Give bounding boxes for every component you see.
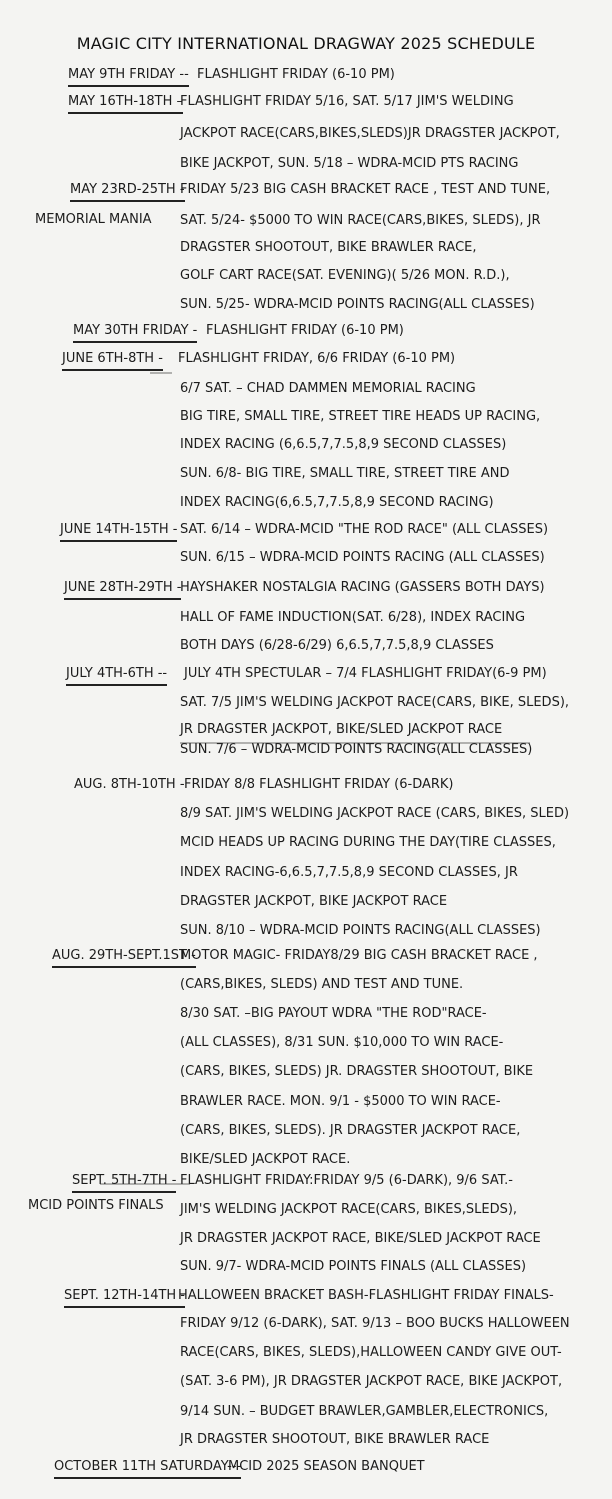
event-subtitle: MEMORIAL MANIA — [35, 212, 152, 227]
event-detail-line: INDEX RACING(6,6.5,7,7.5,8,9 SECOND RACING) — [180, 495, 494, 510]
event-detail-line: JULY 4TH SPECTULAR – 7/4 FLASHLIGHT FRIDAY(6-9 PM) — [184, 666, 547, 681]
event-detail-line: BOTH DAYS (6/28-6/29) 6,6.5,7,7.5,8,9 CLASSES — [180, 638, 494, 653]
event-detail-line: MCID 2025 SEASON BANQUET — [228, 1459, 425, 1474]
event-detail-line: INDEX RACING-6,6.5,7,7.5,8,9 SECOND CLASSES, JR — [180, 865, 518, 880]
event-date-text: AUG. 29TH-SEPT.1ST - — [52, 948, 196, 968]
event-date — [66, 666, 167, 686]
event-date-text: SEPT. 5TH-7TH - — [72, 1173, 176, 1193]
event-detail-line: JR DRAGSTER SHOOTOUT, BIKE BRAWLER RACE — [180, 1432, 490, 1447]
event-date-text: MAY 30TH FRIDAY - — [73, 323, 197, 343]
event-detail-line: (ALL CLASSES), 8/31 SUN. $10,000 TO WIN RACE- — [180, 1035, 504, 1050]
event-detail-line: RACE(CARS, BIKES, SLEDS),HALLOWEEN CANDY GIVE OUT- — [180, 1345, 562, 1360]
event-detail-line: HALLOWEEN BRACKET BASH-FLASHLIGHT FRIDAY FINALS- — [178, 1288, 554, 1303]
event-detail-line: (CARS, BIKES, SLEDS). JR DRAGSTER JACKPOT RACE, — [180, 1123, 521, 1138]
event-detail-line: MCID HEADS UP RACING DURING THE DAY(TIRE CLASSES, — [180, 835, 556, 850]
event-date-text: JUNE 14TH-15TH - — [60, 522, 177, 542]
event-detail-line: SUN. 8/10 – WDRA-MCID POINTS RACING(ALL CLASSES) — [180, 923, 541, 938]
event-date-text: MAY 23RD-25TH - — [70, 182, 185, 202]
event-detail-line: INDEX RACING (6,6.5,7,7.5,8,9 SECOND CLASSES) — [180, 437, 507, 452]
event-detail-line: SAT. 5/24- $5000 TO WIN RACE(CARS,BIKES, SLEDS), JR — [180, 213, 541, 228]
event-detail-line: DRAGSTER JACKPOT, BIKE JACKPOT RACE — [180, 894, 448, 909]
event-detail-line: DRAGSTER SHOOTOUT, BIKE BRAWLER RACE, — [180, 240, 477, 255]
event-detail-line: JR DRAGSTER JACKPOT RACE, BIKE/SLED JACKPOT RACE — [180, 1231, 541, 1246]
event-date — [60, 522, 177, 542]
event-date — [74, 777, 185, 795]
event-detail-line: 9/14 SUN. – BUDGET BRAWLER,GAMBLER,ELECTRONICS, — [180, 1404, 549, 1419]
event-date-text: MAY 9TH FRIDAY -- — [68, 67, 189, 87]
event-date — [68, 67, 189, 87]
event-detail-line: FRIDAY 5/23 BIG CASH BRACKET RACE , TEST AND TUNE, — [180, 182, 551, 197]
event-date — [52, 948, 196, 968]
event-detail-line: BIKE JACKPOT, SUN. 5/18 – WDRA-MCID PTS RACING — [180, 156, 519, 171]
event-date-text: JUNE 28TH-29TH - — [64, 580, 181, 600]
event-date-text: SEPT. 12TH-14TH - — [64, 1288, 185, 1308]
event-detail-line: FLASHLIGHT FRIDAY (6-10 PM) — [206, 323, 404, 338]
event-detail-line: SUN. 6/15 – WDRA-MCID POINTS RACING (ALL CLASSES) — [180, 550, 545, 565]
event-date — [73, 323, 197, 343]
event-detail-line: SAT. 7/5 JIM'S WELDING JACKPOT RACE(CARS, BIKE, SLEDS), — [180, 695, 570, 710]
event-date-text: MAY 16TH-18TH – — [68, 94, 183, 114]
event-detail-line: FRIDAY 9/12 (6-DARK), SAT. 9/13 – BOO BUCKS HALLOWEEN — [180, 1316, 570, 1331]
event-detail-line: HALL OF FAME INDUCTION(SAT. 6/28), INDEX RACING — [180, 610, 526, 625]
event-detail-line: BIG TIRE, SMALL TIRE, STREET TIRE HEADS UP RACING, — [180, 409, 541, 424]
pen-stroke — [100, 1183, 190, 1185]
event-detail-line: GOLF CART RACE(SAT. EVENING)( 5/26 MON. R.D.), — [180, 268, 510, 283]
event-detail-line: FLASHLIGHT FRIDAY, 6/6 FRIDAY (6-10 PM) — [178, 351, 456, 366]
event-detail-line: JR DRAGSTER JACKPOT, BIKE/SLED JACKPOT RACE — [180, 722, 503, 737]
event-detail-line: (SAT. 3-6 PM), JR DRAGSTER JACKPOT RACE, BIKE JACKPOT, — [180, 1374, 563, 1389]
event-detail-line: (CARS,BIKES, SLEDS) AND TEST AND TUNE. — [180, 977, 464, 992]
event-detail-line: SUN. 6/8- BIG TIRE, SMALL TIRE, STREET TIRE AND — [180, 466, 510, 481]
event-detail-line: SUN. 5/25- WDRA-MCID POINTS RACING(ALL CLASSES) — [180, 297, 535, 312]
event-detail-line: FRIDAY 8/8 FLASHLIGHT FRIDAY (6-DARK) — [184, 777, 454, 792]
event-detail-line: FLASHLIGHT FRIDAY:FRIDAY 9/5 (6-DARK), 9/6 SAT.- — [180, 1173, 513, 1188]
event-date-text: JUNE 6TH-8TH - — [62, 351, 163, 371]
event-detail-line: MOTOR MAGIC- FRIDAY8/29 BIG CASH BRACKET RACE , — [180, 948, 538, 963]
event-detail-line: JACKPOT RACE(CARS,BIKES,SLEDS)JR DRAGSTER JACKPOT, — [180, 126, 560, 141]
pen-stroke — [180, 742, 530, 744]
event-date — [70, 182, 185, 202]
event-detail-line: 8/30 SAT. –BIG PAYOUT WDRA "THE ROD"RACE- — [180, 1006, 487, 1021]
event-date — [64, 580, 181, 600]
event-date — [54, 1459, 241, 1479]
event-detail-line: 6/7 SAT. – CHAD DAMMEN MEMORIAL RACING — [180, 381, 476, 396]
event-detail-line: SUN. 7/6 – WDRA-MCID POINTS RACING(ALL CLASSES) — [180, 742, 533, 757]
event-date-text: AUG. 8TH-10TH - — [74, 777, 185, 792]
event-detail-line: HAYSHAKER NOSTALGIA RACING (GASSERS BOTH DAYS) — [180, 580, 545, 595]
pen-stroke — [150, 372, 172, 374]
event-detail-line: (CARS, BIKES, SLEDS) JR. DRAGSTER SHOOTOUT, BIKE — [180, 1064, 534, 1079]
event-detail-line: JIM'S WELDING JACKPOT RACE(CARS, BIKES,SLEDS), — [180, 1202, 518, 1217]
event-date-text: JULY 4TH-6TH -- — [66, 666, 167, 686]
event-detail-line: SUN. 9/7- WDRA-MCID POINTS FINALS (ALL CLASSES) — [180, 1259, 527, 1274]
event-detail-line: SAT. 6/14 – WDRA-MCID "THE ROD RACE" (ALL CLASSES) — [180, 522, 549, 537]
page-title: MAGIC CITY INTERNATIONAL DRAGWAY 2025 SCHEDULE — [76, 34, 536, 53]
event-detail-line: FLASHLIGHT FRIDAY (6-10 PM) — [197, 67, 395, 82]
event-date — [64, 1288, 185, 1308]
event-detail-line: BRAWLER RACE. MON. 9/1 - $5000 TO WIN RACE- — [180, 1094, 501, 1109]
event-date — [68, 94, 183, 114]
event-subtitle: MCID POINTS FINALS — [28, 1198, 164, 1213]
event-detail-line: FLASHLIGHT FRIDAY 5/16, SAT. 5/17 JIM'S WELDING — [180, 94, 514, 109]
event-detail-line: 8/9 SAT. JIM'S WELDING JACKPOT RACE (CARS, BIKES, SLED) — [180, 806, 570, 821]
event-date — [62, 351, 163, 371]
event-date-text: OCTOBER 11TH SATURDAY--- — [54, 1459, 241, 1479]
event-detail-line: BIKE/SLED JACKPOT RACE. — [180, 1152, 351, 1167]
